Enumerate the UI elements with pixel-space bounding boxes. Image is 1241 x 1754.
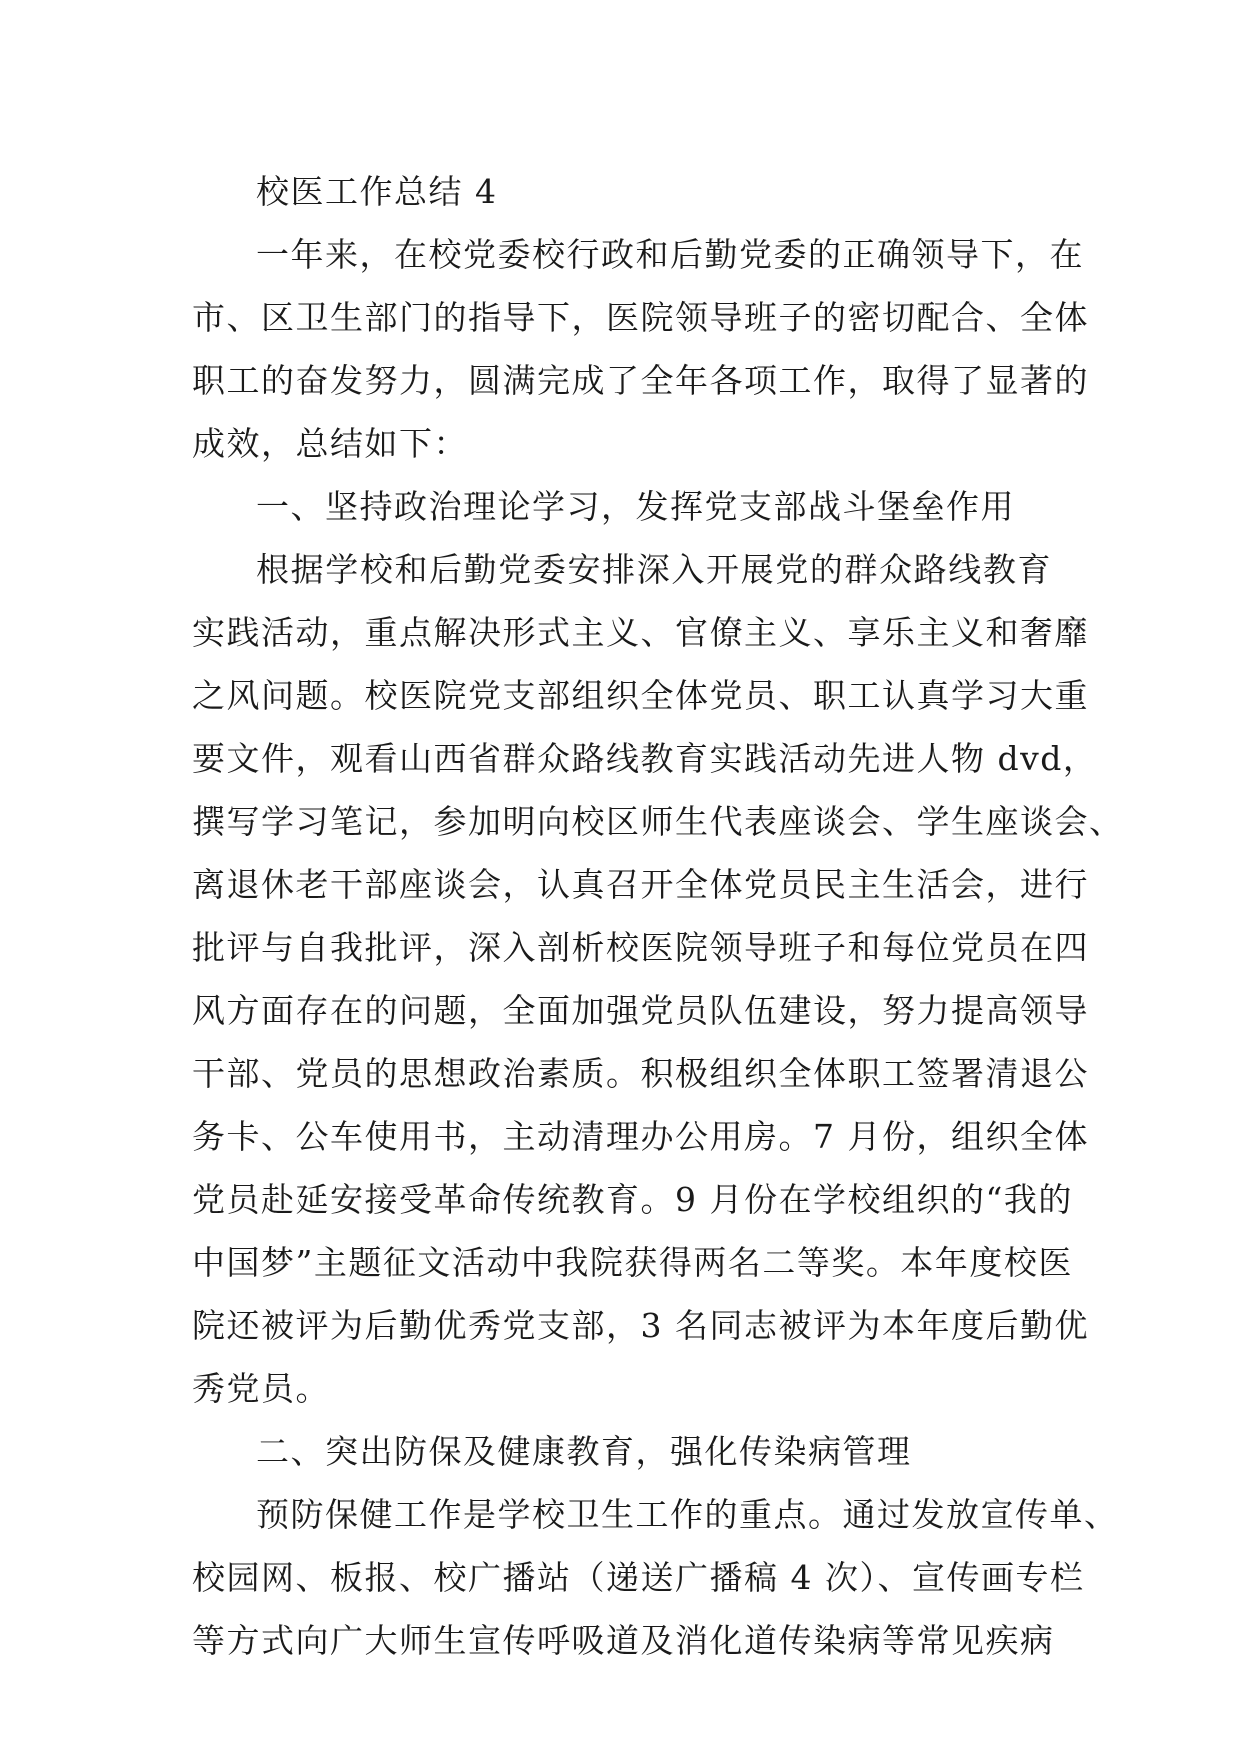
paragraph-line: 职工的奋发努力，圆满完成了全年各项工作，取得了显著的	[192, 361, 1089, 400]
intro-paragraph	[192, 223, 1089, 475]
paragraph-line: 根据学校和后勤党委安排深入开展党的群众路线教育	[256, 550, 1052, 589]
paragraph-line: 风方面存在的问题，全面加强党员队伍建设，努力提高领导	[192, 991, 1089, 1030]
document-title: 校医工作总结 4	[256, 172, 498, 211]
paragraph-line: 校园网、板报、校广播站（递送广播稿 4 次）、宣传画专栏	[192, 1558, 1085, 1597]
paragraph-line: 预防保健工作是学校卫生工作的重点。通过发放宣传单、	[256, 1495, 1119, 1534]
section-1-body	[192, 538, 1124, 1420]
paragraph-line: 中国梦”主题征文活动中我院获得两名二等奖。本年度校医	[192, 1243, 1073, 1282]
paragraph-line: 离退休老干部座谈会，认真召开全体党员民主生活会，进行	[192, 865, 1089, 904]
section-1-heading: 一、坚持政治理论学习，发挥党支部战斗堡垒作用	[256, 487, 1015, 526]
section-2-body	[192, 1483, 1119, 1672]
paragraph-line: 党员赴延安接受革命传统教育。9 月份在学校组织的“我的	[192, 1180, 1073, 1219]
paragraph-line: 批评与自我批评，深入剖析校医院领导班子和每位党员在四	[192, 928, 1089, 967]
document-body	[192, 160, 1124, 1672]
paragraph-line: 要文件，观看山西省群众路线教育实践活动先进人物 dvd，	[192, 739, 1098, 778]
paragraph-line: 撰写学习笔记，参加明向校区师生代表座谈会、学生座谈会、	[192, 802, 1124, 841]
paragraph-line: 务卡、公车使用书，主动清理办公用房。7 月份，组织全体	[192, 1117, 1089, 1156]
paragraph-line: 等方式向广大师生宣传呼吸道及消化道传染病等常见疾病	[192, 1621, 1055, 1660]
paragraph-line: 实践活动，重点解决形式主义、官僚主义、享乐主义和奢靡	[192, 613, 1089, 652]
paragraph-line: 之风问题。校医院党支部组织全体党员、职工认真学习大重	[192, 676, 1089, 715]
paragraph-line: 成效，总结如下：	[192, 424, 468, 463]
paragraph-line: 一年来，在校党委校行政和后勤党委的正确领导下，在	[256, 235, 1084, 274]
section-2-heading: 二、突出防保及健康教育，强化传染病管理	[256, 1432, 912, 1471]
paragraph-line: 院还被评为后勤优秀党支部，3 名同志被评为本年度后勤优	[192, 1306, 1089, 1345]
paragraph-line: 秀党员。	[192, 1369, 330, 1408]
paragraph-line: 市、区卫生部门的指导下，医院领导班子的密切配合、全体	[192, 298, 1089, 337]
paragraph-line: 干部、党员的思想政治素质。积极组织全体职工签署清退公	[192, 1054, 1089, 1093]
